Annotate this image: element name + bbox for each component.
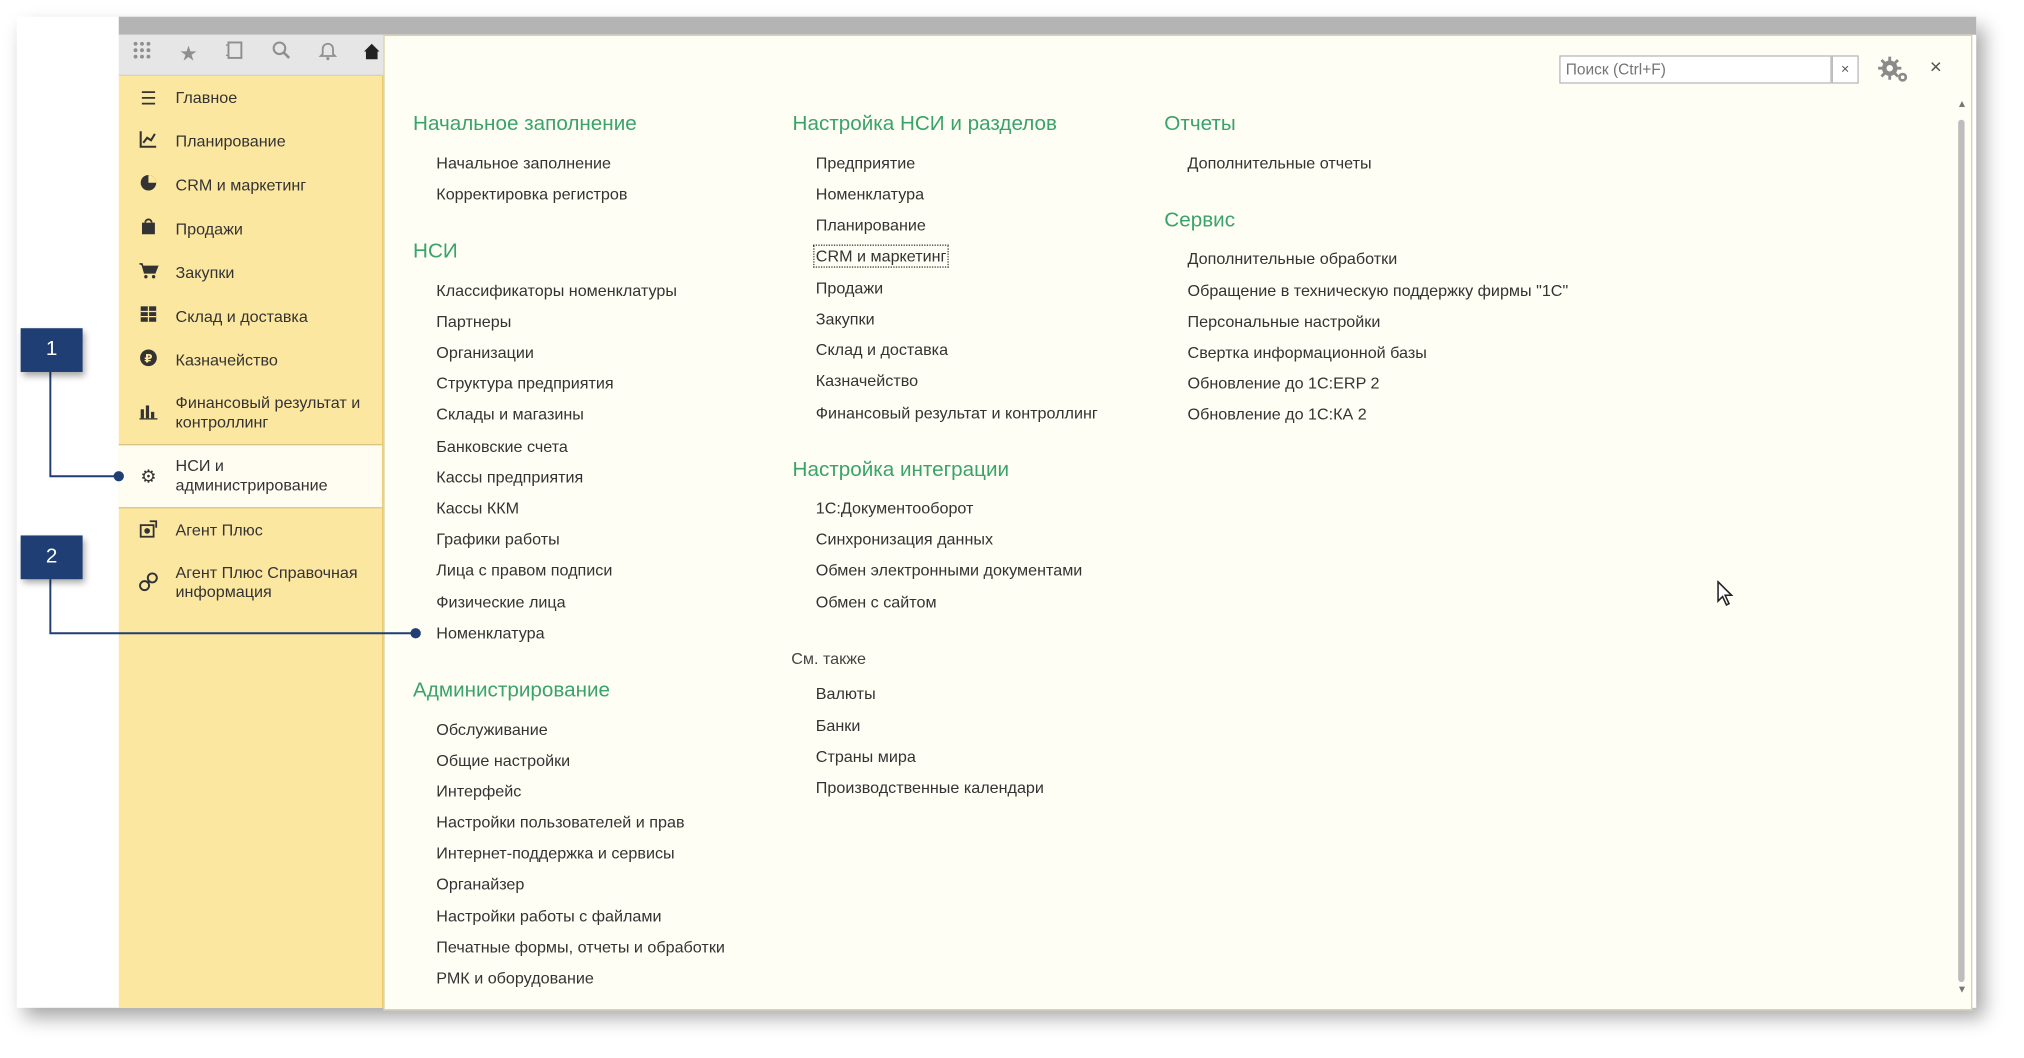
nav-link[interactable]: Планирование <box>815 216 926 235</box>
sidebar-item-label: Казначейство <box>175 350 278 369</box>
nav-link[interactable]: Кассы ККМ <box>436 499 520 518</box>
nav-link[interactable]: Склад и доставка <box>815 341 949 360</box>
nav-link[interactable]: Персональные настройки <box>1187 312 1381 331</box>
section-header: Настройка НСИ и разделов <box>792 113 1058 136</box>
nav-link[interactable]: Печатные формы, отчеты и обработки <box>436 938 725 957</box>
nav-link[interactable]: Склады и магазины <box>436 405 584 424</box>
nav-link[interactable]: Номенклатура <box>815 185 925 204</box>
nav-link[interactable]: Настройки работы с файлами <box>436 907 662 926</box>
sidebar-item-label: Главное <box>175 88 238 107</box>
section-header: Сервис <box>1164 209 1236 232</box>
svg-text:₽: ₽ <box>144 351 153 366</box>
panel-close-button[interactable]: × <box>1929 56 1942 79</box>
nav-link[interactable]: Обмен с сайтом <box>815 593 937 612</box>
sidebar-item-label: Продажи <box>175 219 243 238</box>
scroll-up-arrow-icon[interactable]: ▲ <box>1956 97 1968 110</box>
sidebar-item-label: Финансовый результат и контроллинг <box>175 393 361 432</box>
section-header: НСИ <box>413 240 458 263</box>
sidebar-item-label: Склад и доставка <box>175 306 308 325</box>
section-header: Настройка интеграции <box>792 459 1010 482</box>
nav-link-focused[interactable]: CRM и маркетинг <box>815 247 947 266</box>
nav-link-nomenclature[interactable]: Номенклатура <box>436 624 545 643</box>
sidebar-item-label: Агент Плюс <box>175 520 263 539</box>
nav-link[interactable]: Корректировка регистров <box>436 185 628 204</box>
sidebar-item-label: НСИ и администрирование <box>175 456 328 495</box>
nav-link[interactable]: Общие настройки <box>436 751 571 770</box>
nav-link[interactable]: Начальное заполнение <box>436 154 612 173</box>
nav-link[interactable]: Производственные календари <box>815 778 1044 797</box>
nav-link[interactable]: 1С:Документооборот <box>815 499 974 518</box>
nav-link[interactable]: Партнеры <box>436 312 512 331</box>
nav-link[interactable]: Синхронизация данных <box>815 530 994 549</box>
nav-link[interactable]: РМК и оборудование <box>436 969 594 988</box>
nav-link[interactable]: Банки <box>815 716 861 735</box>
scroll-down-arrow-icon[interactable]: ▼ <box>1956 983 1968 995</box>
sidebar-item-label: Агент Плюс Справочная информация <box>175 563 358 602</box>
nav-link[interactable]: Обмен электронными документами <box>815 561 1083 580</box>
search-clear-button[interactable]: × <box>1832 55 1859 83</box>
nav-link[interactable]: Закупки <box>815 310 875 329</box>
nav-link[interactable]: Обращение в техническую поддержку фирмы "1С" <box>1187 281 1569 300</box>
nav-link[interactable]: Валюты <box>815 684 876 703</box>
nav-link[interactable]: Организации <box>436 343 534 362</box>
sidebar-item-label: CRM и маркетинг <box>175 175 307 194</box>
section-header: Начальное заполнение <box>413 113 637 136</box>
nav-link[interactable]: Свертка информационной базы <box>1187 343 1427 362</box>
nav-link[interactable]: Продажи <box>815 279 884 298</box>
section-header: Отчеты <box>1164 113 1236 136</box>
nav-link[interactable]: Графики работы <box>436 530 560 549</box>
nav-link[interactable]: Кассы предприятия <box>436 468 584 487</box>
gear-icon: ⚙ <box>140 465 157 487</box>
nav-link[interactable]: Обновление до 1С:КА 2 <box>1187 405 1367 424</box>
see-also-label: См. также <box>791 649 866 669</box>
menu-lines-icon: ☰ <box>140 87 157 109</box>
mouse-cursor-icon <box>1717 580 1735 612</box>
callout-badge-1: 1 <box>21 328 83 372</box>
nav-link[interactable]: Финансовый результат и контроллинг <box>815 404 1098 423</box>
nav-link[interactable]: Органайзер <box>436 875 525 894</box>
nav-link[interactable]: Обновление до 1С:ERP 2 <box>1187 374 1380 393</box>
section-header: Администрирование <box>413 679 611 702</box>
nav-link[interactable]: Страны мира <box>815 747 916 766</box>
nav-link[interactable]: Настройки пользователей и прав <box>436 813 685 832</box>
nav-link[interactable]: Физические лица <box>436 593 566 612</box>
nav-link[interactable]: Дополнительные отчеты <box>1187 154 1372 173</box>
nav-link[interactable]: Казначейство <box>815 371 919 390</box>
nav-link[interactable]: Дополнительные обработки <box>1187 249 1398 268</box>
nav-link[interactable]: Лица с правом подписи <box>436 561 613 580</box>
nav-link[interactable]: Интернет-поддержка и сервисы <box>436 844 675 863</box>
nav-link[interactable]: Интерфейс <box>436 782 522 801</box>
nav-link[interactable]: Классификаторы номенклатуры <box>436 281 677 300</box>
star-icon[interactable]: ★ <box>179 43 198 66</box>
callout-badge-2: 2 <box>21 535 83 579</box>
nav-link[interactable]: Предприятие <box>815 154 916 173</box>
nav-link[interactable]: Банковские счета <box>436 437 568 456</box>
nav-link[interactable]: Структура предприятия <box>436 374 614 393</box>
nav-link[interactable]: Обслуживание <box>436 720 548 739</box>
sidebar-item-label: Закупки <box>175 263 235 282</box>
sidebar-item-label: Планирование <box>175 131 286 150</box>
